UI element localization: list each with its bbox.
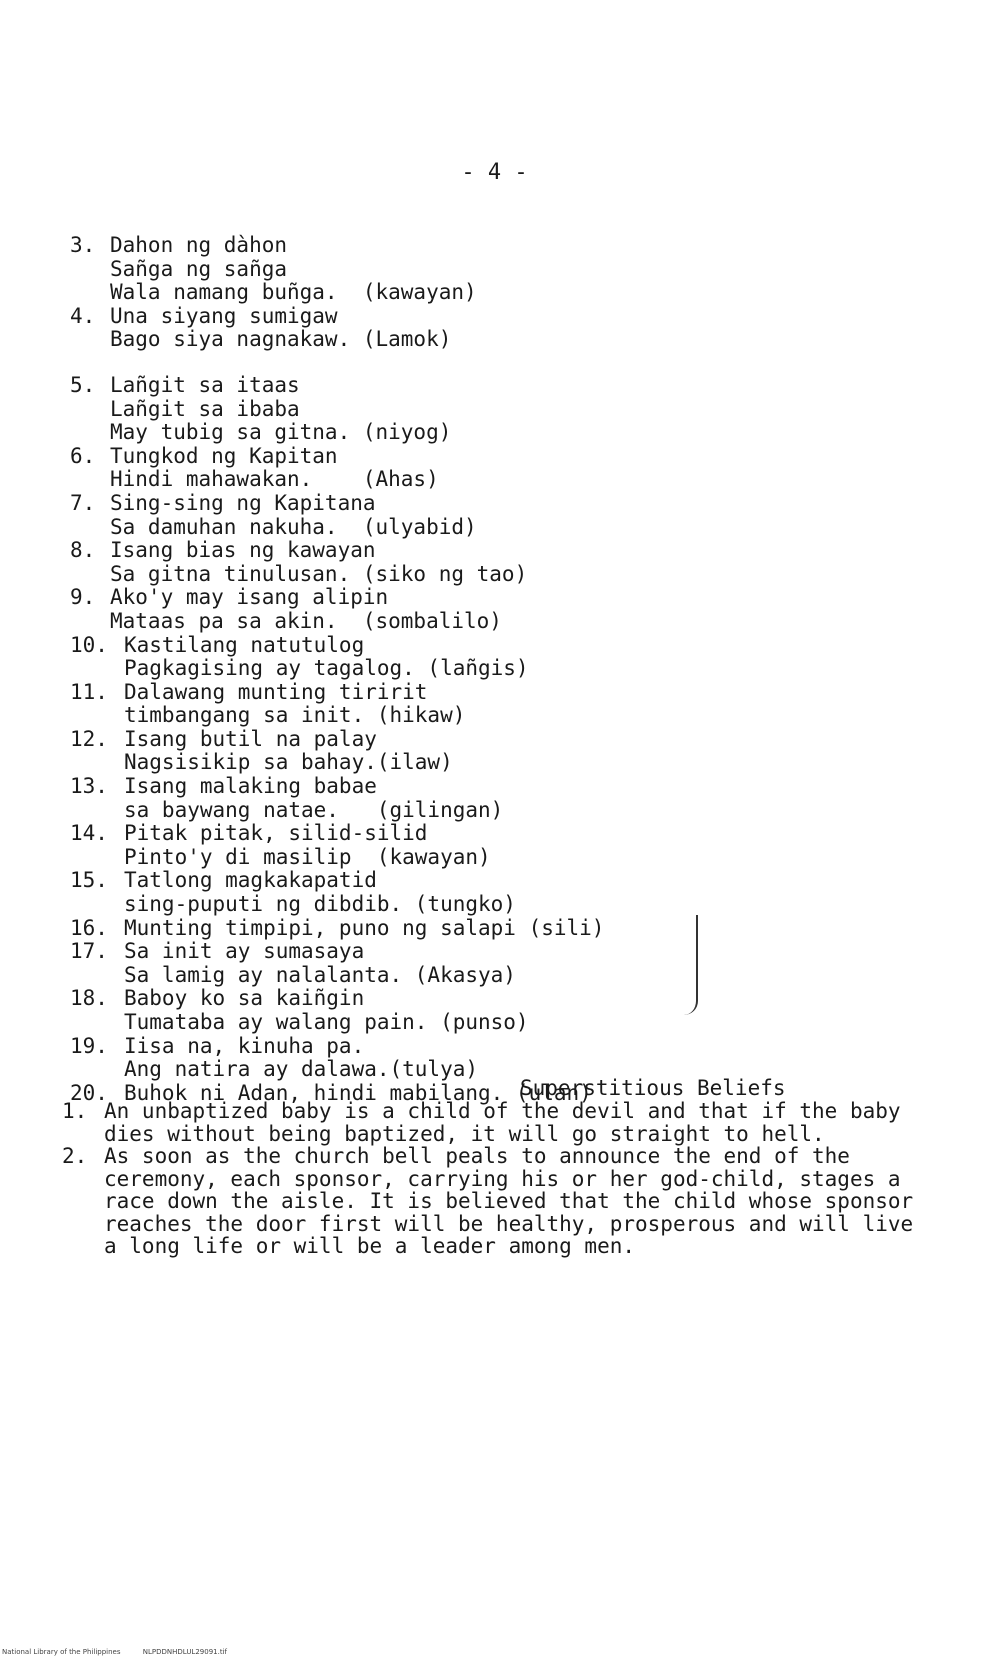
riddle-line: Iisa na, kinuha pa.: [124, 1033, 365, 1058]
belief-item: [62, 1145, 922, 1258]
riddle-line: Ako'y may isang alipin: [110, 585, 389, 610]
riddle-line: Lañgit sa ibaba: [110, 396, 300, 421]
riddle-number: 18.: [70, 986, 108, 1011]
riddle-number: 15.: [70, 868, 108, 893]
riddle-line: Lañgit sa itaas: [110, 372, 300, 397]
riddle-line: Wala namang buñga. (kawayan): [110, 280, 477, 305]
riddle-number: 10.: [70, 632, 108, 657]
riddle-number: 5.: [70, 372, 96, 397]
riddle-number: 14.: [70, 821, 108, 846]
riddle-line: Kastilang natutulog: [124, 632, 365, 657]
riddle-line: sa baywang natae. (gilingan): [124, 797, 504, 822]
riddle-line: Pitak pitak, silid-silid: [124, 821, 428, 846]
riddle-item: [70, 940, 730, 987]
riddle-item: [70, 305, 730, 352]
riddle-number: 3.: [70, 233, 96, 257]
riddle-number: 4.: [70, 303, 96, 328]
section-title: [0, 1077, 810, 1100]
riddle-line: Sa gitna tinulusan. (siko ng tao): [110, 561, 528, 586]
riddle-number: 19.: [70, 1033, 108, 1058]
page-number: - 4 -: [461, 160, 528, 185]
riddle-line: Sa lamig ay nalalanta. (Akasya): [124, 962, 516, 987]
riddle-line: Pinto'y di masilip (kawayan): [124, 844, 491, 869]
belief-number: 1.: [62, 1099, 88, 1123]
riddle-line: Tatlong magkakapatid: [124, 868, 377, 893]
riddle-line: Munting timpipi, puno ng salapi (sili): [124, 915, 605, 940]
footer-file: NLPDDNHDLUL29091.tif: [142, 1648, 227, 1656]
riddle-item: [70, 539, 730, 586]
riddle-line: Una siyang sumigaw: [110, 303, 338, 328]
riddle-number: 20.: [70, 1080, 108, 1105]
scan-footer: [2, 1648, 247, 1656]
riddle-number: 7.: [70, 490, 96, 515]
riddle-item: [70, 681, 730, 728]
riddle-line: Sa init ay sumasaya: [124, 939, 365, 964]
riddle-number: 17.: [70, 939, 108, 964]
beliefs-list: [62, 1100, 922, 1258]
riddle-item: [70, 775, 730, 822]
riddle-item: [70, 1035, 730, 1082]
riddle-line: Bago siya nagnakaw. (Lamok): [110, 327, 452, 352]
riddle-line: Hindi mahawakan. (Ahas): [110, 467, 439, 492]
riddle-line: Isang malaking babae: [124, 774, 377, 799]
belief-text: An unbaptized baby is a child of the devil and that if the baby dies without being baptized, it will go straight to hell.: [104, 1099, 901, 1146]
riddle-line: Tumataba ay walang pain. (punso): [124, 1010, 529, 1034]
riddle-line: sing-puputi ng dibdib. (tungko): [124, 892, 516, 917]
riddle-line: Buhok ni Adan, hindi mabilang. (ulan): [124, 1080, 592, 1105]
riddle-line: Tungkod ng Kapitan: [110, 443, 338, 468]
riddle-item: [70, 822, 730, 869]
riddle-number: 13.: [70, 774, 108, 799]
section-title-text: Superstitious Beliefs: [520, 1076, 786, 1100]
riddle-list: [70, 234, 730, 1105]
riddle-number: 12.: [70, 726, 108, 751]
riddle-number: 6.: [70, 443, 96, 468]
riddle-line: Isang bias ng kawayan: [110, 538, 376, 563]
riddle-number: 11.: [70, 679, 108, 704]
riddle-line: Dalawang munting tiririt: [124, 679, 428, 704]
riddle-line: timbangang sa init. (hikaw): [124, 703, 466, 728]
riddle-item: [70, 728, 730, 775]
riddle-item: [70, 917, 730, 941]
riddle-item: [70, 634, 730, 681]
riddle-line: May tubig sa gitna. (niyog): [110, 420, 452, 445]
riddle-item: [70, 492, 730, 539]
riddle-line: Sa damuhan nakuha. (ulyabid): [110, 514, 477, 539]
riddle-number: 9.: [70, 585, 96, 610]
riddle-line: Sing-sing ng Kapitana: [110, 490, 376, 515]
riddle-line: Baboy ko sa kaiñgin: [124, 986, 365, 1011]
footer-library: National Library of the Philippines: [2, 1648, 121, 1656]
riddle-line: Nagsisikip sa bahay.(ilaw): [124, 750, 453, 775]
riddle-line: Pagkagising ay tagalog. (lañgis): [124, 656, 529, 681]
riddle-item: [70, 987, 730, 1034]
riddle-item: [70, 586, 730, 633]
riddle-item: [70, 374, 730, 445]
riddle-line: Ang natira ay dalawa.(tulya): [124, 1057, 479, 1082]
riddle-number: 16.: [70, 915, 108, 940]
riddle-line: Mataas pa sa akin. (sombalilo): [110, 608, 502, 633]
belief-text: As soon as the church bell peals to announce the end of the ceremony, each sponsor, carrying his or her god-child, stages a race down the aisle. It is believed that the child whose sponsor reaches the door first will be healthy, prosperous and will live a long life or will be a leader among men.: [104, 1144, 914, 1258]
belief-item: [62, 1100, 922, 1145]
handwritten-bracket-mark: [676, 915, 698, 1015]
riddle-line: Isang butil na palay: [124, 726, 377, 751]
riddle-line: Dahon ng dàhon: [110, 233, 288, 257]
riddle-number: 8.: [70, 538, 96, 563]
riddle-line: Sañga ng sañga: [110, 256, 288, 281]
belief-number: 2.: [62, 1144, 88, 1168]
riddle-item: [70, 869, 730, 916]
riddle-item: [70, 234, 730, 305]
riddle-item: [70, 445, 730, 492]
